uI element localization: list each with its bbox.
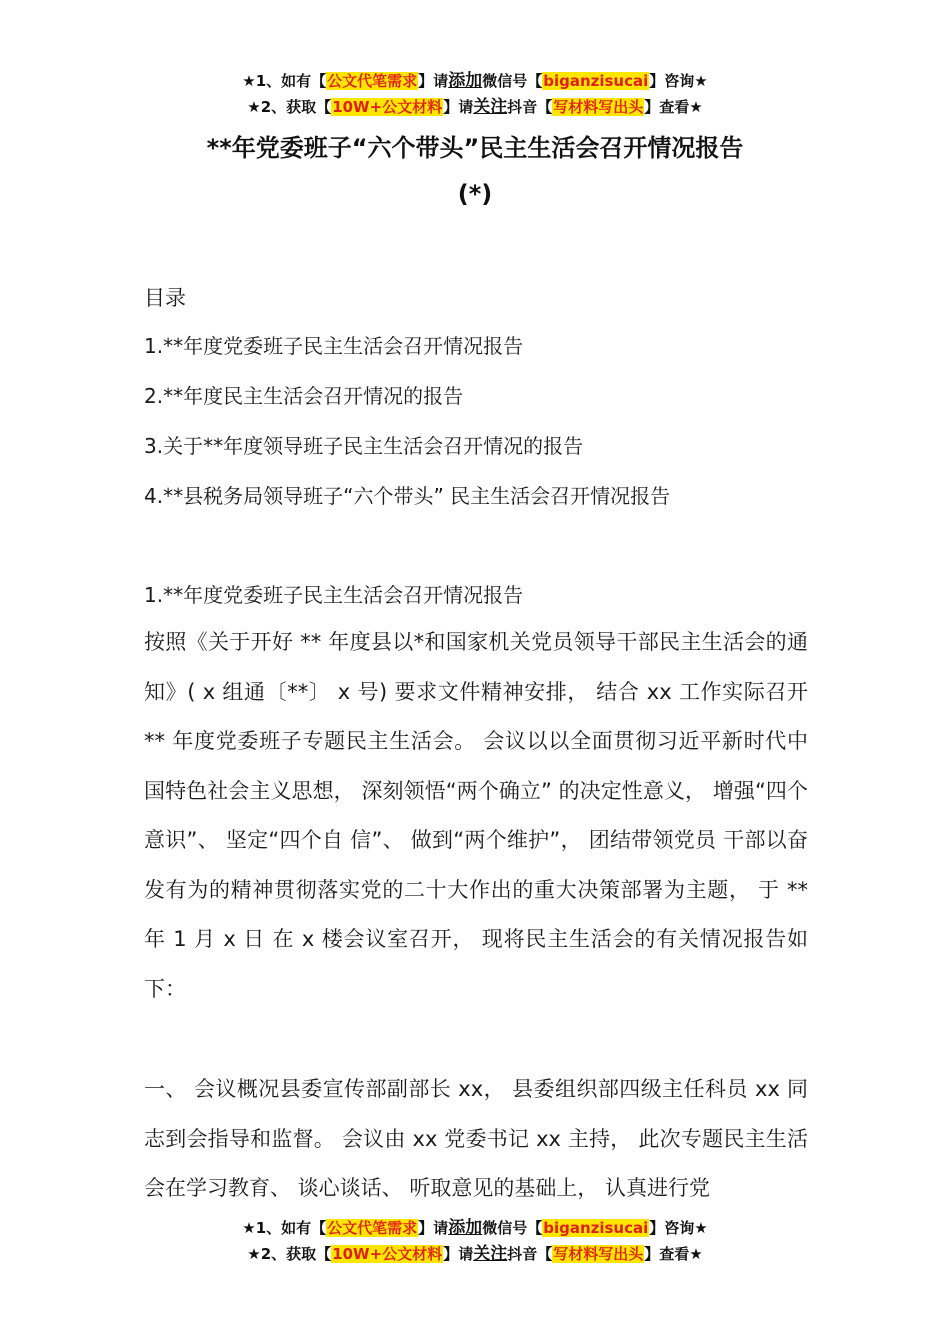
banner-text: 微信号【 <box>482 1219 543 1237</box>
toc-item: 1.**年度党委班子民主生活会召开情况报告 <box>144 334 524 358</box>
banner-highlight: 10W+公文材料 <box>332 98 443 116</box>
banner-line-2 <box>0 94 950 120</box>
banner-text: ★2、获取【 <box>247 1245 332 1263</box>
banner-highlight: 10W+公文材料 <box>332 1245 443 1263</box>
banner-highlight: 公文代笔需求 <box>327 1219 418 1237</box>
bottom-banner <box>0 1215 950 1267</box>
banner-text: 抖音【 <box>507 98 553 116</box>
banner-text: 】咨询★ <box>649 72 708 90</box>
banner-highlight: biganzisucai <box>543 72 649 90</box>
banner-text: ★2、获取【 <box>247 98 332 116</box>
body-paragraph: 按照《关于开好 ** 年度县以*和国家机关党员领导干部民主生活会的通知》( x 组通〔**〕 x 号) 要求文件精神安排， 结合 xx 工作实际召开 ** 年度党委班子专题民主生活会。 会议以以全面贯彻习近平新时代中国特色社会主义思想， 深刻领悟“两个确立” 的决定性意义， 增强“四个意识”、 坚定“四个自 信”、 做到“两个维护”， 团结带领党员 干部以奋发有为的精神贯彻落实党的二十大作出的重大决策部署为主题， 于 ** 年 1 月 x 日 在 x 楼会议室召开， 现将民主生活会的有关情况报告如下： <box>144 630 808 1001</box>
banner-underline: 关注 <box>473 1244 508 1264</box>
banner-highlight: 公文代笔需求 <box>327 72 418 90</box>
banner-text: 】请 <box>443 1245 474 1263</box>
banner-line-1 <box>0 68 950 94</box>
banner-highlight: biganzisucai <box>543 1219 649 1237</box>
toc-item: 2.**年度民主生活会召开情况的报告 <box>144 384 464 408</box>
banner-text: 】查看★ <box>644 1245 703 1263</box>
banner-text: 】请 <box>418 1219 449 1237</box>
toc-item: 4.**县税务局领导班子“六个带头” 民主生活会召开情况报告 <box>144 484 671 508</box>
toc-heading: 目录 <box>144 286 186 310</box>
banner-text: 】请 <box>418 72 449 90</box>
toc-item: 3.关于**年度领导班子民主生活会召开情况的报告 <box>144 434 584 458</box>
body-paragraph: 一、 会议概况县委宣传部副部长 xx， 县委组织部四级主任科员 xx 同志到会指导和监督。 会议由 xx 党委书记 xx 主持， 此次专题民主生活会在学习教育、 谈心谈话、 听取意见的基础上， 认真进行党 <box>144 1077 808 1200</box>
banner-highlight: 写材料写出头 <box>553 1245 644 1263</box>
banner-text: ★1、如有【 <box>242 72 327 90</box>
banner-text: ★1、如有【 <box>242 1219 327 1237</box>
banner-line-1 <box>0 1215 950 1241</box>
banner-text: 抖音【 <box>507 1245 553 1263</box>
banner-text: 】查看★ <box>644 98 703 116</box>
document-subtitle: (*) <box>457 180 493 208</box>
banner-text: 微信号【 <box>482 72 543 90</box>
banner-line-2 <box>0 1241 950 1267</box>
banner-underline: 添加 <box>448 1218 483 1238</box>
banner-underline: 添加 <box>448 71 483 91</box>
section-heading: 1.**年度党委班子民主生活会召开情况报告 <box>144 583 524 607</box>
banner-text: 】咨询★ <box>649 1219 708 1237</box>
document-title: **年党委班子“六个带头”民主生活会召开情况报告 <box>206 134 744 162</box>
banner-underline: 关注 <box>473 97 508 117</box>
banner-highlight: 写材料写出头 <box>553 98 644 116</box>
top-banner <box>0 68 950 120</box>
banner-text: 】请 <box>443 98 474 116</box>
